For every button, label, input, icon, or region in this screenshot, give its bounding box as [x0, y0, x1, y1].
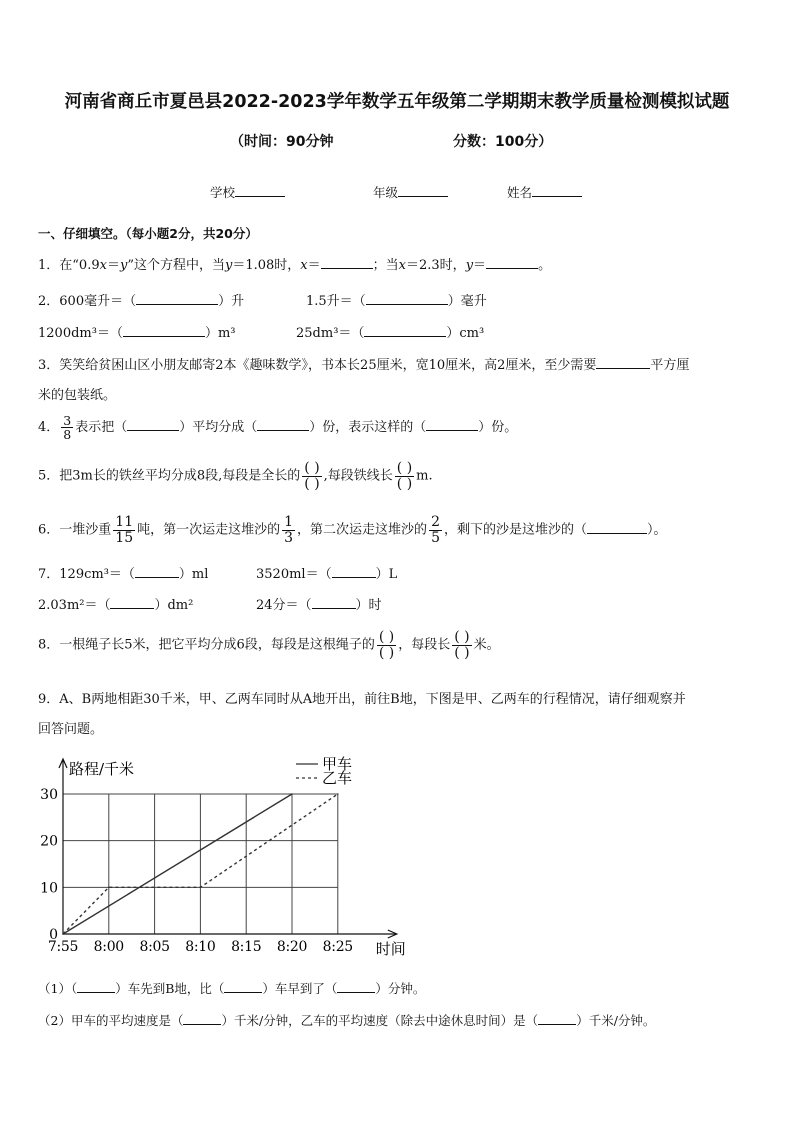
q1-end: 。	[538, 258, 552, 273]
q4-num: 4．	[38, 420, 60, 436]
grade-label: 年级	[373, 185, 399, 200]
time-label: （时间：90分钟	[230, 134, 334, 150]
q3-blank	[596, 354, 650, 369]
q7-b-end: ）L	[375, 567, 398, 582]
q2-b-end: ）毫升	[447, 294, 487, 309]
x-tick-label: 8:25	[322, 939, 353, 955]
x-tick-label: 8:20	[276, 939, 308, 955]
data-point	[108, 887, 110, 889]
name-field	[507, 182, 582, 201]
legend-label-2: 乙车	[322, 769, 353, 787]
school-field	[210, 182, 285, 201]
q2-c: 1200dm³＝（	[38, 326, 123, 341]
name-blank	[532, 182, 582, 197]
q1-text: 1．在“0.9	[38, 258, 100, 273]
q5-fraction-2	[395, 461, 414, 491]
q5-text2: ,每段铁线长	[323, 468, 393, 484]
grade-field	[373, 182, 448, 201]
q7-blank-d	[312, 594, 356, 609]
q8-frac1-num: ( )	[378, 629, 395, 645]
q8-text2: ，每段长	[398, 637, 451, 653]
y-axis-label: 路程/千米	[69, 760, 135, 778]
q1-text-4: ；当	[372, 258, 399, 273]
q9-sub1-d: ）分钟。	[375, 981, 426, 996]
q8-text3: 米。	[473, 637, 500, 653]
q7-a-end: ）ml	[178, 567, 209, 582]
q8-frac2-den: ( )	[454, 644, 470, 661]
q2-blank-a	[136, 290, 218, 305]
question-4	[38, 414, 517, 441]
q5-frac2-den: ( )	[396, 475, 413, 492]
q8-fraction-2	[452, 630, 471, 660]
school-label: 学校	[210, 185, 236, 200]
q1-eq2: ＝	[307, 258, 321, 273]
q2-blank-c	[123, 322, 205, 337]
q2-a-end: ）升	[218, 294, 245, 309]
x-tick-label: 7:55	[47, 939, 79, 955]
q7-d-end: ）时	[355, 598, 382, 613]
q8-text1: 8．一根绳子长5米，把它平均分成6段，每段是这根绳子的	[38, 637, 375, 653]
q4-frac-den: 8	[63, 427, 72, 443]
q2-c-end: ）m³	[204, 326, 236, 341]
q9-sub1-b: ）车先到B地，比（	[115, 981, 225, 996]
q2-blank-d	[364, 322, 446, 337]
q6-blank	[587, 519, 647, 534]
q7-b: 3520ml＝（	[256, 567, 332, 582]
q9-sub2-a: （2）甲车的平均速度是（	[38, 1013, 184, 1028]
q2-d: 25dm³＝（	[296, 326, 365, 341]
q5-frac1-num: ( )	[304, 460, 320, 476]
q6-text1: 6．一堆沙重	[38, 522, 112, 538]
q7-c-end: ）dm²	[154, 598, 194, 613]
q4-fraction	[61, 414, 73, 441]
legend-label-1: 甲车	[322, 755, 353, 773]
q2-d-end: ）cm³	[446, 326, 485, 341]
y-tick-label: 0	[49, 927, 58, 943]
q4-frac-num: 3	[63, 413, 72, 428]
q4-blank-2	[257, 416, 309, 431]
q1-var-y2: y	[224, 258, 233, 273]
question-2c	[38, 322, 236, 341]
data-point	[337, 793, 339, 795]
school-blank	[235, 182, 285, 197]
q2-blank-b	[366, 290, 448, 305]
question-3	[38, 354, 689, 373]
q4-text1: 表示把（	[75, 420, 128, 436]
q4-blank-3	[426, 416, 478, 431]
q1-var-x3: x	[398, 258, 406, 273]
q2-b: 1.5升＝（	[306, 294, 366, 309]
q8-fraction-1	[377, 630, 396, 660]
q6-text4: ，剩下的沙是这堆沙的（	[443, 522, 587, 538]
q7-d: 24分＝（	[256, 598, 312, 613]
q4-text4: ）份。	[478, 420, 518, 436]
q1-eq: ＝	[106, 258, 120, 273]
q1-var-y: y	[119, 258, 128, 273]
q5-frac2-num: ( )	[396, 460, 413, 476]
x-axis-label: 时间	[375, 940, 406, 958]
q5-fraction-1	[302, 461, 321, 491]
x-tick-label: 8:15	[231, 939, 262, 955]
question-2a	[38, 290, 244, 309]
q7-blank-c	[110, 594, 154, 609]
q4-text3: ）份，表示这样的（	[309, 420, 427, 436]
q5-frac1-den: ( )	[304, 475, 320, 492]
q6-f2-den: 3	[284, 529, 294, 546]
q9-sub2-blank-2	[538, 1010, 576, 1025]
q1-blank-2	[486, 254, 538, 269]
question-9-sub2	[38, 1010, 655, 1029]
q6-fraction-1	[113, 515, 135, 545]
x-tick-label: 8:05	[139, 939, 170, 955]
question-9-line2: 回答问题。	[38, 722, 104, 737]
x-tick-label: 8:10	[185, 939, 216, 955]
data-point	[62, 933, 64, 935]
q9-sub2-blank-1	[183, 1010, 221, 1025]
q4-text2: ）平均分成（	[179, 420, 258, 436]
q3-line1-end: 平方厘	[650, 358, 690, 373]
question-6	[38, 515, 667, 545]
q8-frac2-num: ( )	[454, 629, 470, 645]
score-label: 分数：100分）	[453, 134, 553, 150]
y-tick-label: 30	[40, 787, 58, 803]
q1-eq3: ＝	[473, 258, 487, 273]
y-tick-label: 10	[40, 880, 58, 897]
q1-text-3: ＝1.08时，	[232, 258, 301, 273]
q5-text3: m.	[416, 468, 433, 484]
section-heading: 一、仔细填空。（每小题2分，共20分）	[38, 226, 258, 241]
q3-line1: 3．笑笑给贫困山区小朋友邮寄2本《趣味数学》，书本长25厘米，宽10厘米，高2厘米，至少需要	[38, 358, 597, 373]
question-5	[38, 461, 433, 491]
page-title: 河南省商丘市夏邑县2022-2023学年数学五年级第二学期期末教学质量检测模拟试题	[64, 92, 730, 112]
question-7c	[38, 594, 193, 613]
q6-fraction-2	[282, 515, 295, 545]
q6-fraction-3	[429, 515, 442, 545]
series-line-1	[63, 794, 292, 934]
q1-var-x2: x	[300, 258, 308, 273]
question-7a	[38, 563, 208, 582]
name-label: 姓名	[507, 185, 533, 200]
q9-sub1-a: （1）（	[38, 981, 78, 996]
q4-blank-1	[127, 416, 179, 431]
q2-a: 2．600毫升＝（	[38, 294, 137, 309]
question-1	[38, 254, 551, 273]
q6-f3-num: 2	[431, 514, 440, 530]
q6-f2-num: 1	[284, 514, 294, 530]
question-3-line2: 米的包装纸。	[38, 388, 117, 403]
q6-f1-den: 15	[115, 529, 134, 546]
q6-text5: ）。	[647, 522, 667, 538]
question-8	[38, 630, 500, 660]
q7-c: 2.03m²＝（	[38, 598, 111, 613]
q8-frac1-den: ( )	[378, 644, 395, 661]
chart-labels	[40, 755, 406, 958]
y-tick-label: 20	[40, 833, 58, 850]
question-7d	[256, 594, 382, 613]
q9-sub1-blank-1	[77, 978, 115, 993]
q6-text3: ，第二次运走这堆沙的	[297, 522, 428, 538]
x-tick-label: 8:00	[93, 939, 124, 955]
q6-text2: 吨，第一次运走这堆沙的	[137, 522, 281, 538]
q7-a: 7．129cm³＝（	[38, 567, 135, 582]
q7-blank-a	[135, 563, 179, 578]
question-9-line1: 9．A、B两地相距30千米，甲、乙两车同时从A地开出，前往B地，下图是甲、乙两车的行程情况，请仔细观察并	[38, 692, 686, 707]
q9-sub2-c: ）千米/分钟。	[576, 1013, 656, 1028]
question-2b	[306, 290, 487, 309]
q1-blank-1	[321, 254, 373, 269]
q6-f3-den: 5	[431, 529, 440, 546]
q9-sub1-c: ）车早到了（	[262, 981, 338, 996]
q1-text-2: ”这个方程中，当	[127, 258, 225, 273]
q5-text1: 5．把3m长的铁丝平均分成8段,每段是全长的	[38, 468, 301, 484]
grade-blank	[398, 182, 448, 197]
data-point	[200, 887, 202, 889]
q9-sub1-blank-3	[337, 978, 375, 993]
q1-text-5: ＝2.3时，	[406, 258, 466, 273]
q1-var-y3: y	[465, 258, 474, 273]
q7-blank-b	[332, 563, 376, 578]
data-point	[291, 793, 293, 795]
question-9-sub1	[38, 978, 425, 997]
q9-sub2-b: ）千米/分钟，乙车的平均速度（除去中途休息时间）是（	[221, 1013, 539, 1028]
question-2d	[296, 322, 484, 341]
q6-f1-num: 11	[115, 514, 134, 530]
q1-var-x: x	[99, 258, 107, 273]
distance-time-chart	[38, 752, 438, 962]
question-7b	[256, 563, 397, 582]
chart-grid	[63, 794, 338, 934]
q9-sub1-blank-2	[224, 978, 262, 993]
